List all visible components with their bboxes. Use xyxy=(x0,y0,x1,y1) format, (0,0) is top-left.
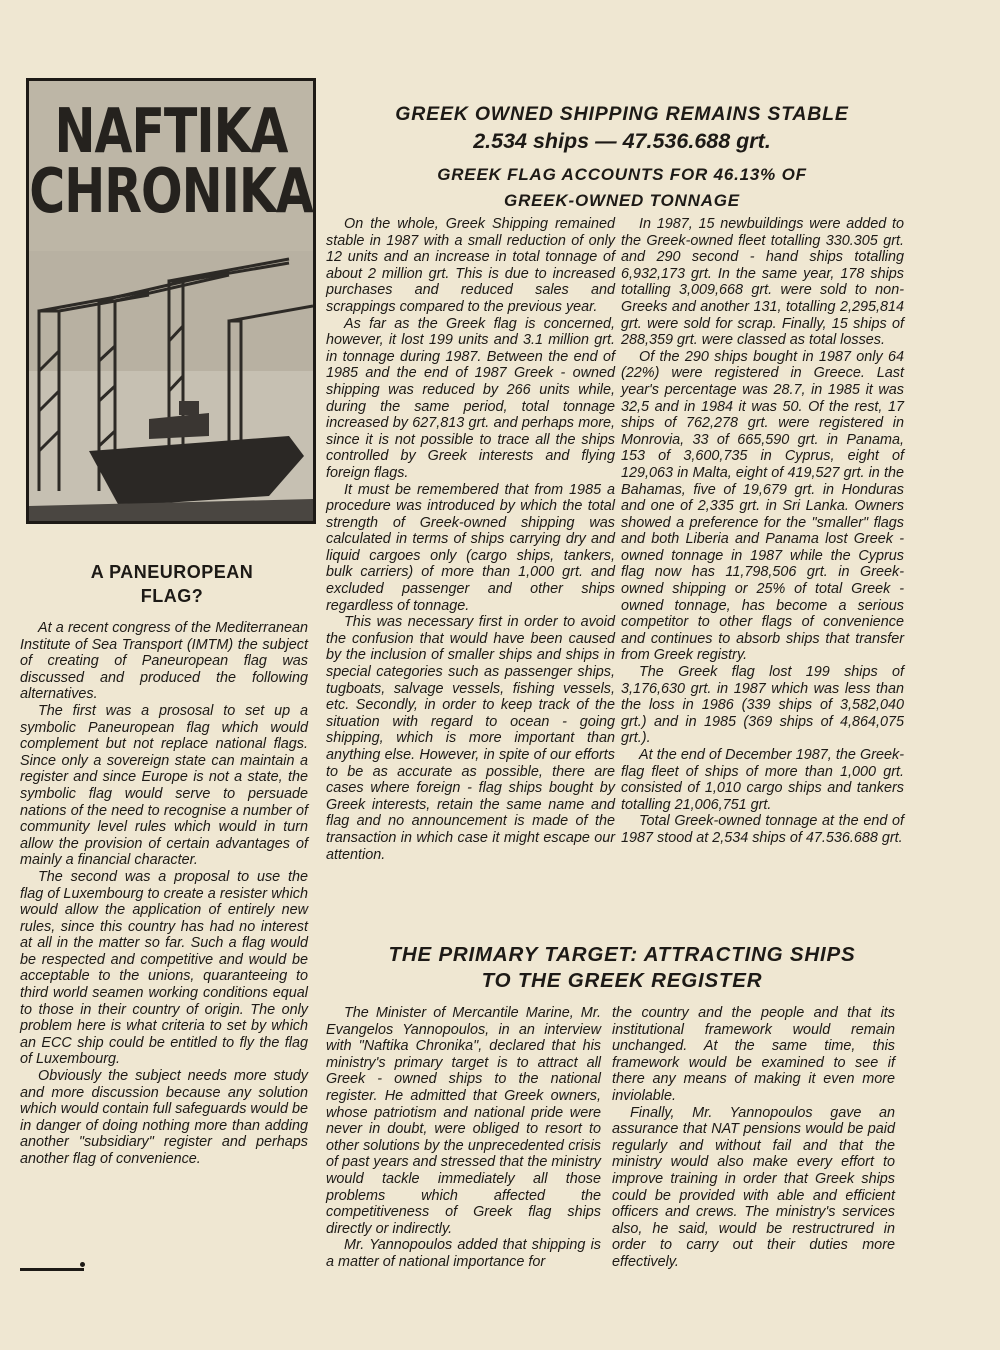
article2-paragraph: Mr. Yannopoulos added that shipping is a matter of national importance for xyxy=(326,1237,601,1270)
article1-paragraph: At the end of December 1987, the Greek-flag fleet of ships of more than 1,000 grt. consisted of 1,010 cargo ships and tankers totalling 21,006,751 grt. xyxy=(621,747,904,813)
article2-column-2 xyxy=(612,1005,895,1271)
article1-column-1 xyxy=(326,216,615,863)
sidebar-paragraph: The second was a proposal to use the flag of Luxembourg to create a resister which would allow the application of entirely new rules, since this country has had no interest at all in the matter so far. Such a flag would be respected and competitive and would be acceptable to the unions, quaranteeing to third world seamen working conditions equal to those in their country of origin. The only problem here is what criteria to set by which an ECC ship could be entitled to fly the flag of Luxembourg. xyxy=(20,868,308,1068)
article1-column-2 xyxy=(621,216,904,847)
article1-deck-line2: GREEK-OWNED TONNAGE xyxy=(504,191,740,210)
article1-paragraph: In 1987, 15 newbuildings were added to the Greek-owned fleet totalling 330.305 grt. and 290 second - hand ships totalling 6,932,173 grt. In the same year, 178 ships totalling 3,009,668 grt. were sold to non-Greeks and another 131, totalling 2,295,814 grt. were sold for scrap. Finally, 15 ships of 288,359 grt. were classed as total losses. xyxy=(621,216,904,349)
article2-paragraph: Finally, Mr. Yannopoulos gave an assurance that NAT pensions would be paid regularly and without fail and that the ministry would also make every effort to improve training in order that Greek ships could be provided with able and efficient officers and crews. The ministry's services also, he said, would be restructrured in order to carry out their duties more effectively. xyxy=(612,1104,895,1270)
article1-deck xyxy=(330,162,914,214)
end-rule xyxy=(20,1268,84,1271)
sidebar-headline xyxy=(36,560,308,608)
article1-paragraph: As far as the Greek flag is concerned, however, it lost 199 units and 3.1 million grt. in tonnage during 1987. Between the end of 1985 and the end of 1987 Greek - owned shipping was reduced by 266 units while, during the same period, total tonnage increased by 627,813 grt. and perhaps more, since it is not possible to trace all the ships controlled by Greek interests and flying foreign flags. xyxy=(326,315,615,481)
article2-headline xyxy=(330,942,914,994)
sidebar-paragraph: At a recent congress of the Mediterranean Institute of Sea Transport (IMTM) the subject of creating of Paneuropean flag was discussed and produced the following alternatives. xyxy=(20,620,308,703)
sidebar-paragraph: The first was a prososal to set up a symbolic Paneuropean flag which would complement but not replace national flags. Since only a sovereign state can maintain a register and since Europe is not a state, the symbolic flag would serve to persuade nations of the need to recognise a number of community level rules which would in turn allow the provision of certain advantages of mainly a financial character. xyxy=(20,702,308,869)
harbour-cranes-ship-photo xyxy=(29,251,313,521)
article2-column-1 xyxy=(326,1005,601,1271)
article1-paragraph: It must be remembered that from 1985 a procedure was introduced by which the total strength of Greek-owned shipping was calculated in terms of ships carrying dry and liquid cargoes only (cargo ships, tankers, bulk carriers) of more than 1,000 grt. and excluded passenger and other ships regardless of tonnage. xyxy=(326,481,615,614)
article1-paragraph: On the whole, Greek Shipping remained stable in 1987 with a small reduction of only 12 units and an increase in total tonnage of about 2 million grt. This is due to increased purchases and reduced sales and scrappings compared to the previous year. xyxy=(326,216,615,315)
sidebar-headline-line1: A PANEUROPEAN xyxy=(90,562,254,582)
article2-headline-line2: TO THE GREEK REGISTER xyxy=(481,969,763,992)
sidebar-article-body xyxy=(20,620,308,1168)
article1-deck-line1: GREEK FLAG ACCOUNTS FOR 46.13% OF xyxy=(437,165,807,184)
end-dot xyxy=(80,1262,85,1267)
masthead-title-line2: CHRONIKA xyxy=(29,155,313,228)
sidebar-headline-line2: FLAG? xyxy=(140,586,204,606)
article2-paragraph: the country and the people and that its institutional framework would remain unchanged. At the same time, this framework would be examined to see if there any means of making it even more inviolable. xyxy=(612,1005,895,1104)
article1-paragraph: The Greek flag lost 199 ships of 3,176,630 grt. in 1987 which was less than the loss in 1986 (339 ships of 3,582,040 grt.) and in 1985 (369 ships of 4,864,075 grt.). xyxy=(621,664,904,747)
article1-paragraph: Total Greek-owned tonnage at the end of 1987 stood at 2,534 ships of 47.536.688 grt. xyxy=(621,813,904,846)
sidebar-paragraph: Obviously the subject needs more study and more discussion because any solution which would contain full safeguards would be in danger of doing nothing more than adding another "subsidiary" register and perhaps another flag of convenience. xyxy=(20,1068,308,1167)
article1-paragraph: This was necessary first in order to avoid the confusion that would have been caused by the inclusion of smaller ships and ships in special categories such as passenger ships, tugboats, salvage vessels, fishing vessels, etc. Secondly, in order to keep track of the situation with regard to ocean - going shipping, which is more important than anything else. However, in spite of our efforts to be as accurate as possible, there are cases where foreign - flag ships bought by Greek interests, retain the same name and flag and no announcement is made of the transaction in which case it might escape our attention. xyxy=(326,614,615,863)
article1-subheadline: 2.534 ships — 47.536.688 grt. xyxy=(473,129,771,153)
article2-headline-line1: THE PRIMARY TARGET: ATTRACTING SHIPS xyxy=(388,943,856,966)
article1-headline: GREEK OWNED SHIPPING REMAINS STABLE xyxy=(395,103,849,125)
masthead-box xyxy=(26,78,316,524)
article2-paragraph: The Minister of Mercantile Marine, Mr. Evangelos Yannopoulos, in an interview with "Naftika Chronika", declared that his ministry's primary target is to attract all Greek - owned ships to the national register. He admitted that Greek owners, whose patriotism and national pride were never in doubt, were obliged to resort to other solutions by the unprecedented crisis of past years and stressed that the ministry would tackle immediately all those problems which affected the competitiveness of Greek flag ships directly or indirectly. xyxy=(326,1005,601,1237)
masthead-title-line1: NAFTIKA xyxy=(54,95,288,168)
article1-paragraph: Of the 290 ships bought in 1987 only 64 (22%) were registered in Greece. Last year's percentage was 28.7, in 1985 it was 32,5 and in 1984 it was 50. Of the rest, 17 ships of 762,278 grt. were registered in Monrovia, 33 of 665,590 grt. in Panama, 153 of 3,600,735 in Cyprus, eight of 129,063 in Malta, eight of 419,527 grt. in the Bahamas, five of 19,679 grt. in Honduras and one of 2,335 grt. in Sri Lanka. Owners showed a preference for the "smaller" flags and both Liberia and Panama lost Greek - owned tonnage in 1987 while the Cyprus flag now has 11,798,506 grt. in Greek-owned shipping or 25% of total Greek - owned tonnage, has become a serious competitor to other flags of convenience and continues to absorb ships that transfer from Greek registry. xyxy=(621,348,904,664)
